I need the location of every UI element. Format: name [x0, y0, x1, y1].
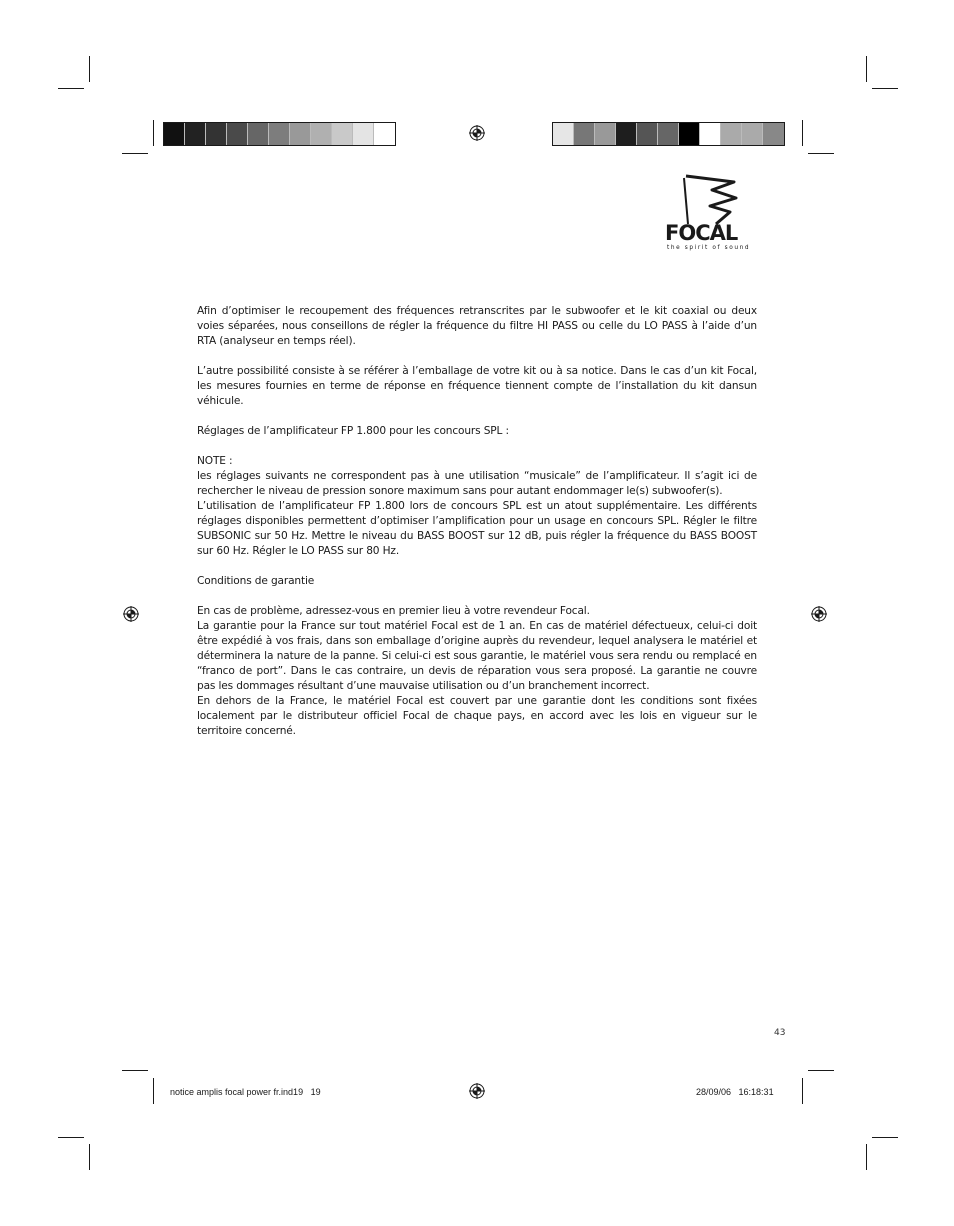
paragraph: En cas de problème, adressez-vous en premier lieu à votre revendeur Focal.: [197, 605, 590, 617]
crop-mark: [58, 1137, 84, 1138]
color-swatch: [185, 123, 206, 145]
logo-wordmark: FOCAL: [665, 221, 738, 245]
color-swatch: [332, 123, 353, 145]
page-number: 43: [774, 1028, 786, 1038]
color-bar-left: [163, 122, 396, 146]
registration-mark-icon: [123, 606, 139, 622]
color-swatch: [616, 123, 637, 145]
crop-mark: [872, 1137, 898, 1138]
crop-mark: [122, 1070, 148, 1071]
color-swatch: [248, 123, 269, 145]
color-bar-right: [552, 122, 785, 146]
section-heading: Conditions de garantie: [197, 575, 315, 587]
section-heading: Réglages de l’amplificateur FP 1.800 pour les concours SPL :: [197, 425, 509, 437]
color-swatch: [311, 123, 332, 145]
color-swatch: [574, 123, 595, 145]
crop-mark: [122, 153, 148, 154]
paragraph: Afin d’optimiser le recoupement des fréquences retranscrites par le subwoofer et le kit coaxial ou deux voies séparées, nous conseillons de régler la fréquence du filtre HI PASS ou celle du LO PASS à l’aide d’un RTA (analyseur en temps réel).: [197, 305, 757, 347]
crop-mark: [153, 1078, 154, 1104]
crop-mark: [866, 1144, 867, 1170]
registration-mark-icon: [469, 1083, 485, 1099]
color-swatch: [206, 123, 227, 145]
color-swatch: [269, 123, 290, 145]
crop-mark: [153, 120, 154, 146]
crop-mark: [89, 56, 90, 82]
body-text: [197, 304, 757, 739]
crop-mark: [89, 1144, 90, 1170]
footer-filename: notice amplis focal power fr.ind19 19: [170, 1087, 321, 1097]
paragraph: les réglages suivants ne correspondent pas à une utilisation “musicale” de l’amplificateur. Il s’agit ici de rechercher le niveau de pression sonore maximum sans pour autant endommager le(s) subwoofer(s).: [197, 470, 757, 497]
color-swatch: [637, 123, 658, 145]
note-label: NOTE :: [197, 455, 233, 467]
color-swatch: [700, 123, 721, 145]
focal-logo: [664, 172, 760, 252]
color-swatch: [679, 123, 700, 145]
color-swatch: [742, 123, 763, 145]
color-swatch: [353, 123, 374, 145]
crop-mark: [866, 56, 867, 82]
color-swatch: [595, 123, 616, 145]
color-swatch: [227, 123, 248, 145]
crop-mark: [808, 1070, 834, 1071]
color-swatch: [290, 123, 311, 145]
paragraph: En dehors de la France, le matériel Focal est couvert par une garantie dont les conditions sont fixées localement par le distributeur officiel Focal de chaque pays, en accord avec les lois en vigueur sur le territoire concerné.: [197, 695, 757, 737]
color-swatch: [553, 123, 574, 145]
color-swatch: [721, 123, 742, 145]
color-swatch: [763, 123, 784, 145]
registration-mark-icon: [469, 125, 485, 141]
paragraph: L’autre possibilité consiste à se référer à l’emballage de votre kit ou à sa notice. Dans le cas d’un kit Focal, les mesures fournies en terme de réponse en fréquence tiennent compte de l’installation du kit dansun véhicule.: [197, 365, 757, 407]
paragraph: La garantie pour la France sur tout matériel Focal est de 1 an. En cas de matériel défectueux, celui-ci doit être expédié à vos frais, dans son emballage d’origine auprès du revendeur, lequel analysera le matériel et déterminera la nature de la panne. Si celui-ci est sous garantie, le matériel vous sera rendu ou remplacé en “franco de port”. Dans le cas contraire, un devis de réparation vous sera proposé. La garantie ne couvre pas les dommages résultant d’une mauvaise utilisation ou d’un branchement incorrect.: [197, 620, 757, 692]
color-swatch: [374, 123, 395, 145]
crop-mark: [58, 88, 84, 89]
crop-mark: [872, 88, 898, 89]
crop-mark: [802, 1078, 803, 1104]
paragraph: L’utilisation de l’amplificateur FP 1.800 lors de concours SPL est un atout supplémentaire. Les différents réglages disponibles permettent d’optimiser l’amplification pour un usage en concours SPL. Régler le filtre SUBSONIC sur 50 Hz. Mettre le niveau du BASS BOOST sur 12 dB, puis régler la fréquence du BASS BOOST sur 60 Hz. Régler le LO PASS sur 80 Hz.: [197, 500, 757, 557]
logo-tagline: the spirit of sound: [667, 245, 751, 251]
registration-mark-icon: [811, 606, 827, 622]
footer-timestamp: 28/09/06 16:18:31: [696, 1087, 774, 1097]
color-swatch: [164, 123, 185, 145]
crop-mark: [802, 120, 803, 146]
crop-mark: [808, 153, 834, 154]
color-swatch: [658, 123, 679, 145]
